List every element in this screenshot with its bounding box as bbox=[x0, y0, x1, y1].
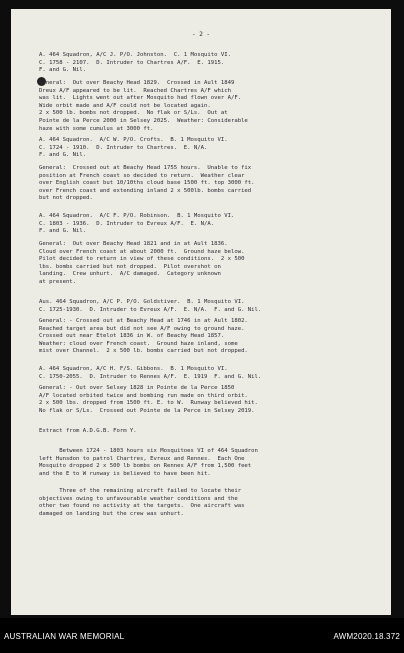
text-line: mist over Channel. 2 x 500 lb. bombs carried but not dropped. bbox=[39, 348, 248, 355]
text-line: Wide orbit made and A/F could not be located again. bbox=[39, 102, 211, 109]
footer-accession-number: AWM2020.18.372 bbox=[333, 632, 400, 641]
text-line: Three of the remaining aircraft failed to locate their bbox=[39, 488, 242, 494]
text-line: A/F located orbited twice and bombing run made on third orbit. bbox=[39, 392, 248, 399]
text-line: Mosquito dropped 2 x 500 lb bombs on Rennes A/F from 1,500 feet bbox=[39, 463, 252, 470]
text-line: position at French coast so decided to return. Weather clear bbox=[39, 172, 245, 179]
text-line: Pilot decided to return in view of these conditions. 2 x 500 bbox=[39, 256, 245, 263]
text-block bbox=[39, 80, 381, 133]
text-block bbox=[39, 137, 381, 160]
text-line: F. and G. Nil. bbox=[39, 152, 87, 159]
text-line: A. 464 Squadron, A/C J. P/O. Johnston. C. 1 Mosquito VI. bbox=[39, 52, 231, 58]
text-line: damaged on landing but the crew was unhurt. bbox=[39, 510, 184, 517]
text-line: left Hunsdon to patrol Chartres, Evreux and Rennes. Each One bbox=[39, 455, 245, 462]
text-line: but not dropped. bbox=[39, 195, 93, 202]
text-line: A. 464 Squadron. A/C F. P/O. Robinson. B. 1 Mosquito VI. bbox=[39, 213, 235, 219]
text-line: Reached target area but did not see A/F owing to ground haze. bbox=[39, 325, 245, 332]
text-block bbox=[39, 52, 381, 75]
text-line: General: - Out over Selsey 1828 in Pointe de la Perce 1850 bbox=[39, 385, 235, 391]
text-line: Weather: cloud over French coast. Ground haze inland, some bbox=[39, 340, 238, 347]
text-line: other two found no activity at the targets. One aircraft was bbox=[39, 503, 245, 510]
text-line: Pointe de la Perce 2000 in Selsey 2025. Weather: Considerable bbox=[39, 117, 248, 124]
text-line: Aus. 464 Squadron, A/C P. P/O. Goldstiver. B. 1 Mosquito VI. bbox=[39, 299, 245, 305]
text-line: General: - Crossed out at Beachy Head at 1746 in at Ault 1802. bbox=[39, 318, 248, 324]
text-block bbox=[39, 299, 381, 314]
text-line: at present. bbox=[39, 278, 77, 285]
text-line: C. 1725-1930. D. Intruder to Evreux A/F. E. N/A. F. and G. Nil. bbox=[39, 306, 262, 313]
text-line: lbs. bombs carried but not dropped. Pilot overshot on bbox=[39, 263, 221, 270]
text-block bbox=[39, 213, 381, 236]
text-line: C. 1803 - 1936. D. Intruder to Evreux A/F. E. N/A. bbox=[39, 220, 215, 227]
footer-archive-name: AUSTRALIAN WAR MEMORIAL bbox=[4, 632, 125, 641]
text-line: General: Crossed out at Beachy Head 1755 hours. Unable to fix bbox=[39, 165, 252, 171]
text-block bbox=[39, 448, 381, 478]
text-block bbox=[39, 366, 381, 381]
text-line: objectives owing to unfavourable weather conditions and the bbox=[39, 495, 238, 502]
text-line: A. 464 Squadron, A/C H. F/S. Gibbons. B. 1 Mosquito VI. bbox=[39, 366, 228, 372]
document-page bbox=[11, 9, 391, 615]
text-line: C. 1758 - 2107. D. Intruder to Chartres A/F. E. 1915. bbox=[39, 59, 225, 66]
text-line: and the E to W runway is believed to have been hit. bbox=[39, 470, 211, 477]
text-block bbox=[39, 318, 381, 356]
page-number: - 2 - bbox=[191, 31, 211, 38]
text-line: Extract from A.D.G.B. Form Y. bbox=[39, 428, 137, 434]
text-block bbox=[39, 165, 381, 203]
text-line: Dreux A/F appeared to be lit. Reached Chartres A/F which bbox=[39, 87, 231, 94]
text-block bbox=[39, 428, 381, 436]
text-block bbox=[39, 385, 381, 415]
text-line: over English coast but 10/10ths cloud base 1500 ft. top 3000 ft. bbox=[39, 180, 255, 187]
text-line: C. 1750-2055. D. Intruder to Rennes A/F. E. 1919 F. and G. Nil. bbox=[39, 373, 262, 380]
text-line: F. and G. Nil. bbox=[39, 67, 87, 74]
text-line: landing. Crew unhurt. A/C damaged. Category unknown bbox=[39, 271, 221, 278]
text-line: No flak or S/Ls. Crossed out Pointe de la Perce in Selsey 2019. bbox=[39, 407, 255, 414]
text-line: C. 1724 - 1910. D. Intruder to Chartres. E. N/A. bbox=[39, 144, 208, 151]
text-line: F. and G. Nil. bbox=[39, 228, 87, 235]
text-line: haze with some cumulus at 3000 ft. bbox=[39, 125, 154, 132]
text-line: 2 x 500 lb. bombs not dropped. No flak or S/Ls. Out at bbox=[39, 110, 228, 117]
text-line: over French coast and extending inland 2 x 500lb. bombs carried bbox=[39, 187, 252, 194]
text-line: was lit. Lights went out after Mosquito had flown over A/F. bbox=[39, 95, 242, 102]
text-block bbox=[39, 241, 381, 287]
text-line: A. 464 Squadron. A/C W. P/O. Crofts. B. 1 Mosquito VI. bbox=[39, 137, 228, 143]
text-line: Between 1724 - 1803 hours six Mosquitoes VI of 464 Squadron bbox=[39, 448, 258, 454]
text-line: General: Out over Beachy Head 1829. Crossed in Ault 1849 bbox=[39, 80, 235, 86]
text-block bbox=[39, 488, 381, 518]
text-line: 2 x 500 lbs. dropped from 1500 ft. E. to W. Runway believed hit. bbox=[39, 400, 258, 407]
text-line: Cloud over French coast at about 2000 ft. Ground haze below. bbox=[39, 248, 245, 255]
text-line: General: Out over Beachy Head 1821 and in at Ault 1836. bbox=[39, 241, 228, 247]
text-line: Crossed out near Etelot 1836 in W. of Beachy Head 1857. bbox=[39, 333, 225, 340]
footer-bar bbox=[0, 618, 404, 653]
